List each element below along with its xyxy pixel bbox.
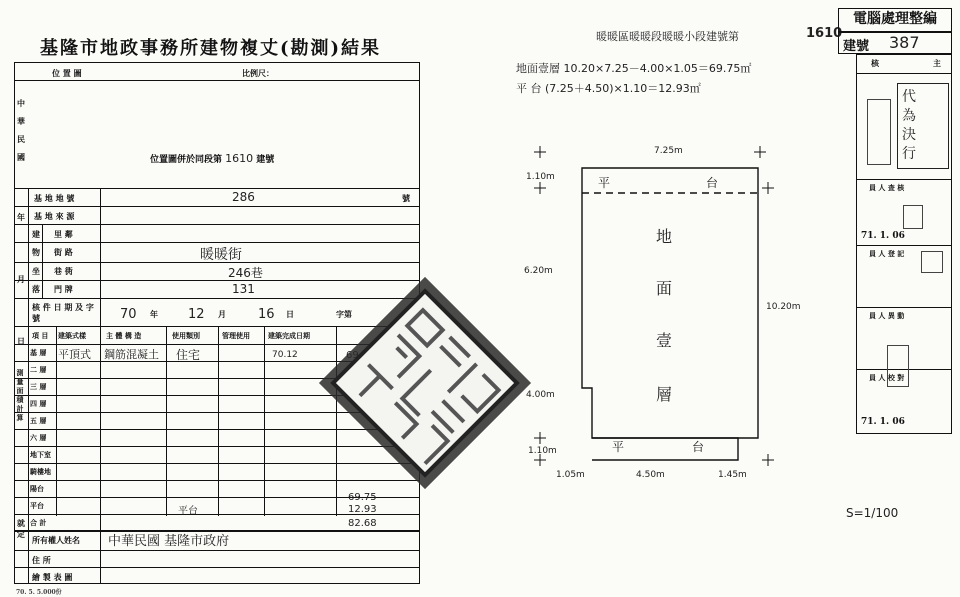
address-label: 住 所 — [32, 555, 51, 565]
row-line — [14, 188, 420, 189]
permit-date-label: 核 件 日 期 及 字 號 — [32, 302, 94, 323]
addr-value-2: 246巷 — [228, 266, 263, 280]
row-line — [14, 242, 420, 243]
delegated-stamp-char-1: 為 — [902, 108, 916, 124]
addr-field-3: 門 牌 — [54, 284, 73, 294]
dim-top: 7.25m — [654, 146, 683, 156]
room-label-1: 面 — [656, 279, 673, 298]
side-label-0: 中 — [17, 98, 25, 108]
approval-head-right: 主 — [933, 58, 941, 68]
approval-date-1: 71. 1. 06 — [861, 231, 905, 241]
th-use: 使用類別 — [172, 331, 200, 340]
building-no-label: 建號 — [843, 39, 870, 54]
print-note: 70. 5. 5.000份 — [16, 589, 62, 596]
side-area-label: 測量面積計算 — [16, 368, 24, 422]
dim-right: 10.20m — [766, 302, 801, 312]
building-no: 387 — [889, 33, 920, 52]
area-ground: 69.75 — [348, 492, 377, 503]
location-note — [150, 152, 274, 165]
addr-group-3: 落 — [32, 284, 40, 294]
approval-line — [857, 245, 951, 246]
area-platform: 12.93 — [348, 504, 377, 515]
th-item: 項 目 — [32, 331, 49, 340]
th-style: 建築式樣 — [58, 331, 86, 340]
floor-label: 地下室 — [30, 450, 51, 459]
addr-group-0: 建 — [32, 229, 40, 239]
room-label-2: 壹 — [656, 331, 673, 350]
approval-label-2: 員 人 異 動 — [869, 311, 905, 320]
addr-field-0: 里 鄰 — [54, 229, 73, 239]
floor-date-value: 70.12 — [272, 350, 298, 360]
register-title-box — [838, 8, 952, 32]
location-map-label: 位 置 圖 — [52, 68, 82, 78]
building-no-box — [838, 32, 952, 54]
land-no-value: 286 — [232, 190, 255, 204]
location-note-text: 位置圖併於同段第 — [150, 155, 223, 165]
delegated-stamp-char-2: 決 — [902, 127, 916, 143]
official-seal-stamp — [300, 258, 550, 508]
side-label-6: 日 — [17, 336, 25, 346]
row-line — [14, 567, 420, 568]
approval-label-0: 員 人 查 核 — [869, 183, 905, 192]
delegated-stamp-text — [902, 88, 920, 164]
delegated-stamp-char-3: 行 — [902, 146, 916, 162]
approval-label-3: 員 人 校 對 — [869, 373, 905, 382]
crosshair — [754, 146, 766, 158]
delegated-stamp — [897, 83, 949, 169]
th-structure: 主 體 構 造 — [106, 331, 142, 340]
section-name: 暖暖區暖暖段暖暖小段建號第 — [596, 30, 739, 43]
approval-date-2: 71. 1. 06 — [861, 417, 905, 427]
header-divider — [14, 80, 420, 81]
permit-day: 16 — [258, 307, 275, 322]
crosshair — [762, 454, 774, 466]
top-label-0: 平 — [598, 176, 611, 190]
side-label-5: 月 — [17, 274, 25, 284]
permit-day-unit: 日 — [286, 309, 294, 319]
th-date: 建築完成日期 — [268, 331, 310, 340]
approval-head — [857, 55, 951, 74]
side-label-2: 民 — [17, 134, 25, 144]
dim-bottom-2: 1.45m — [718, 470, 747, 480]
platform-structure: 平台 — [178, 506, 198, 517]
floor-label: 平台 — [30, 501, 44, 510]
row-line — [14, 206, 420, 207]
location-note-suffix: 建號 — [256, 155, 275, 165]
land-source-label: 基 地 來 源 — [34, 211, 75, 221]
label-col-divider — [100, 188, 101, 584]
floor-label: 基 層 — [30, 348, 47, 357]
col-line — [56, 326, 57, 516]
floor-label: 六 層 — [30, 433, 47, 442]
side-label-4: 年 — [17, 212, 25, 222]
addr-field-1: 街 路 — [54, 247, 73, 257]
addr-field-2: 巷 衖 — [54, 266, 73, 276]
proof-seal — [887, 345, 909, 387]
floor-label: 合 計 — [30, 518, 47, 527]
land-no-suffix: 號 — [402, 193, 410, 203]
dim-left-mid: 6.20m — [524, 266, 553, 276]
register-seal — [921, 251, 943, 273]
owner-value: 中華民國 基隆市政府 — [108, 534, 230, 549]
calc-line-2: 平 台 (7.25＋4.50)×1.10＝12.93㎡ — [516, 82, 701, 95]
scale-label: 比例尺： — [242, 68, 274, 78]
side-col-divider — [28, 188, 29, 584]
floor-label: 二 層 — [30, 365, 47, 374]
row-line — [14, 550, 420, 551]
floor-style-value: 平頂式 — [58, 348, 91, 361]
permit-month: 12 — [188, 307, 205, 322]
crosshair — [762, 182, 774, 194]
approver-seal — [867, 99, 891, 165]
permit-month-unit: 月 — [218, 309, 226, 319]
col-line — [166, 326, 167, 516]
floor-use-value: 住宅 — [176, 348, 201, 362]
addr-group-2: 坐 — [32, 266, 40, 276]
permit-ref: 字第 — [336, 309, 352, 319]
dim-left-top: 1.10m — [526, 172, 555, 182]
register-title: 電腦處理整編 — [853, 11, 937, 27]
approval-column — [856, 54, 952, 434]
col-line — [218, 326, 219, 516]
land-no-label: 基 地 地 號 — [34, 193, 75, 203]
form-title: 基隆市地政事務所建物複丈(勘測)結果 — [40, 38, 382, 59]
group-col-divider — [42, 224, 43, 298]
addr-value-1: 暖暖街 — [200, 247, 242, 263]
floor-label: 四 層 — [30, 399, 47, 408]
floor-plan — [520, 140, 800, 490]
delegated-stamp-char-0: 代 — [902, 89, 916, 105]
approval-line — [857, 179, 951, 180]
addr-group-1: 物 — [32, 247, 40, 257]
addr-value-3: 131 — [232, 282, 255, 296]
floor-label: 五 層 — [30, 416, 47, 425]
section-no: 1610 — [806, 26, 843, 41]
approval-head-left: 核 — [871, 58, 879, 68]
side-label-1: 華 — [17, 116, 25, 126]
permit-year: 70 — [120, 307, 137, 322]
scale-note: S=1/100 — [846, 506, 899, 520]
permit-year-unit: 年 — [150, 309, 158, 319]
check-seal — [903, 205, 923, 229]
calc-line-1: 地面壹層 10.20×7.25－4.00×1.05＝69.75㎡ — [516, 62, 752, 75]
floor-label: 陽台 — [30, 484, 44, 493]
dim-left-bottom: 1.10m — [528, 446, 557, 456]
row-line — [14, 224, 420, 225]
signature-label: 繪 製 表 圖 — [32, 572, 73, 582]
approval-label-1: 員 人 登 記 — [869, 249, 905, 258]
col-line — [264, 326, 265, 516]
floor-label: 騎樓地 — [30, 467, 51, 476]
crosshair — [534, 146, 546, 158]
dim-bottom-0: 1.05m — [556, 470, 585, 480]
bottom-label-0: 平 — [612, 440, 625, 454]
dim-bottom-1: 4.50m — [636, 470, 665, 480]
side-bottom-label: 就定 — [17, 518, 25, 539]
bottom-label-1: 台 — [692, 440, 705, 454]
area-total: 82.68 — [348, 518, 377, 529]
location-note-number: 1610 — [225, 152, 254, 165]
crosshair — [534, 432, 546, 444]
crosshair — [534, 182, 546, 194]
approval-line — [857, 307, 951, 308]
owner-label: 所有權人姓名 — [32, 535, 80, 545]
dim-left-low: 4.00m — [526, 390, 555, 400]
room-label-0: 地 — [656, 227, 673, 246]
side-column — [14, 62, 28, 584]
th-manage: 管理使用 — [222, 331, 250, 340]
floor-structure-value: 鋼筋混凝土 — [104, 348, 159, 361]
room-label-3: 層 — [656, 385, 673, 404]
top-label-1: 台 — [706, 176, 719, 190]
floor-label: 三 層 — [30, 382, 47, 391]
side-label-3: 國 — [17, 152, 25, 162]
